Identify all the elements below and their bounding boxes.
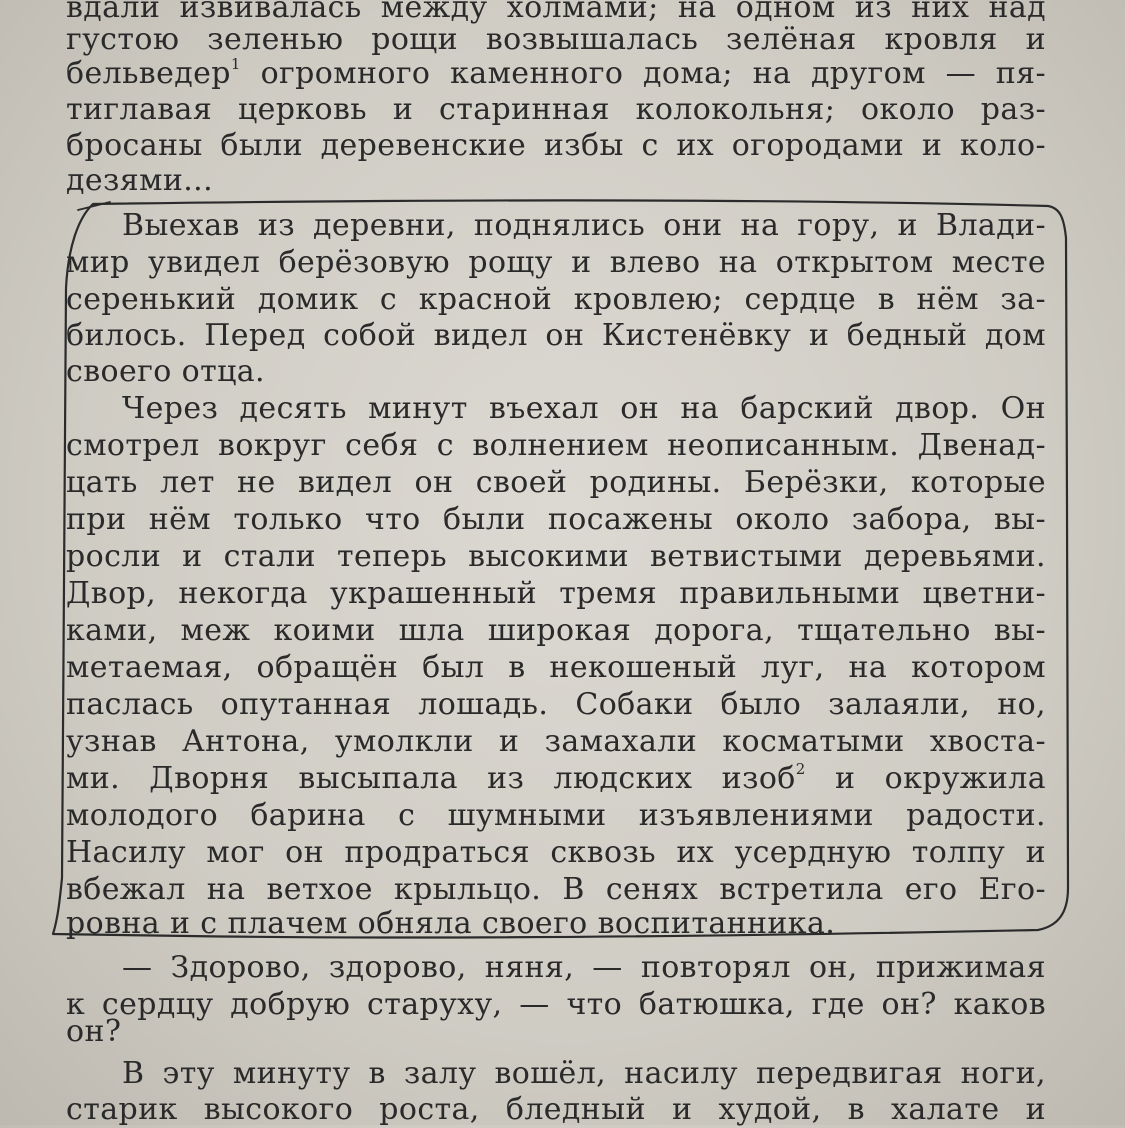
text-line: серенький домик с красной кровлею; сердце в нём за-	[66, 282, 1046, 317]
text-line: — Здорово, здорово, няня, — повторял он, прижимая	[122, 950, 1046, 985]
text-line: цать лет не видел он своей родины. Берёзки, которые	[66, 465, 1046, 500]
text-line: ками, меж коими шла широкая дорога, тщательно вы-	[66, 613, 1046, 648]
text-line: смотрел вокруг себя с волнением неописанным. Двенад-	[66, 428, 1046, 463]
text-line: билось. Перед собой видел он Кистенёвку и бедный дом	[66, 318, 1046, 353]
text-fragment: и окружила	[834, 761, 1047, 796]
footnote-mark: 2	[795, 760, 806, 778]
text-line: В эту минуту в залу вошёл, насилу передвигая ноги,	[122, 1056, 1046, 1091]
footnote-mark: 1	[230, 55, 241, 73]
text-line: вбежал на ветхое крыльцо. В сенях встретила его Его-	[66, 872, 1046, 907]
text-line: тиглавая церковь и старинная колокольня; около раз-	[66, 92, 1046, 127]
text-line: он?	[66, 1014, 122, 1049]
text-line: старик высокого роста, бледный и худой, в халате и	[66, 1092, 1046, 1127]
text-line: узнав Антона, умолкли и замахали косматыми хвоста-	[66, 724, 1046, 759]
text-fragment: ми. Дворня высыпала из людских изоб	[66, 761, 796, 796]
text-line: паслась опутанная лошадь. Собаки было залаяли, но,	[66, 687, 1046, 722]
text-line: молодого барина с шумными изъявлениями радости.	[66, 798, 1046, 833]
text-line: своего отца.	[66, 354, 265, 389]
text-line: вдали извивалась между холмами; на одном из них над	[66, 0, 1046, 25]
text-fragment: огромного каменного дома; на другом — пя-	[260, 56, 1046, 91]
text-line: Насилу мог он продраться сквозь их усердную толпу и	[66, 835, 1046, 870]
text-line: к сердцу добрую старуху, — что батюшка, где он? каков	[66, 987, 1046, 1022]
text-line: при нём только что были посажены около забора, вы-	[66, 502, 1046, 537]
text-line: мир увидел берёзовую рощу и влево на открытом месте	[66, 245, 1046, 280]
text-line: росли и стали теперь высокими ветвистыми деревьями.	[66, 539, 1046, 574]
text-line: Выехав из деревни, поднялись они на гору, и Влади-	[122, 208, 1046, 243]
text-fragment: бельведер	[66, 56, 231, 91]
text-line: бросаны были деревенские избы с их огородами и коло-	[66, 128, 1046, 163]
text-line	[66, 56, 1046, 92]
text-line: Двор, некогда украшенный тремя правильными цветни-	[66, 576, 1046, 611]
text-line: ровна и с плачем обняла своего воспитанника.	[66, 906, 836, 941]
text-line: Через десять минут въехал он на барский двор. Он	[122, 391, 1046, 426]
text-line: метаемая, обращён был в некошеный луг, на котором	[66, 650, 1046, 685]
text-line: дезями...	[66, 163, 214, 198]
text-line: густою зеленью рощи возвышалась зелёная кровля и	[66, 22, 1046, 57]
text-line	[66, 761, 1046, 797]
